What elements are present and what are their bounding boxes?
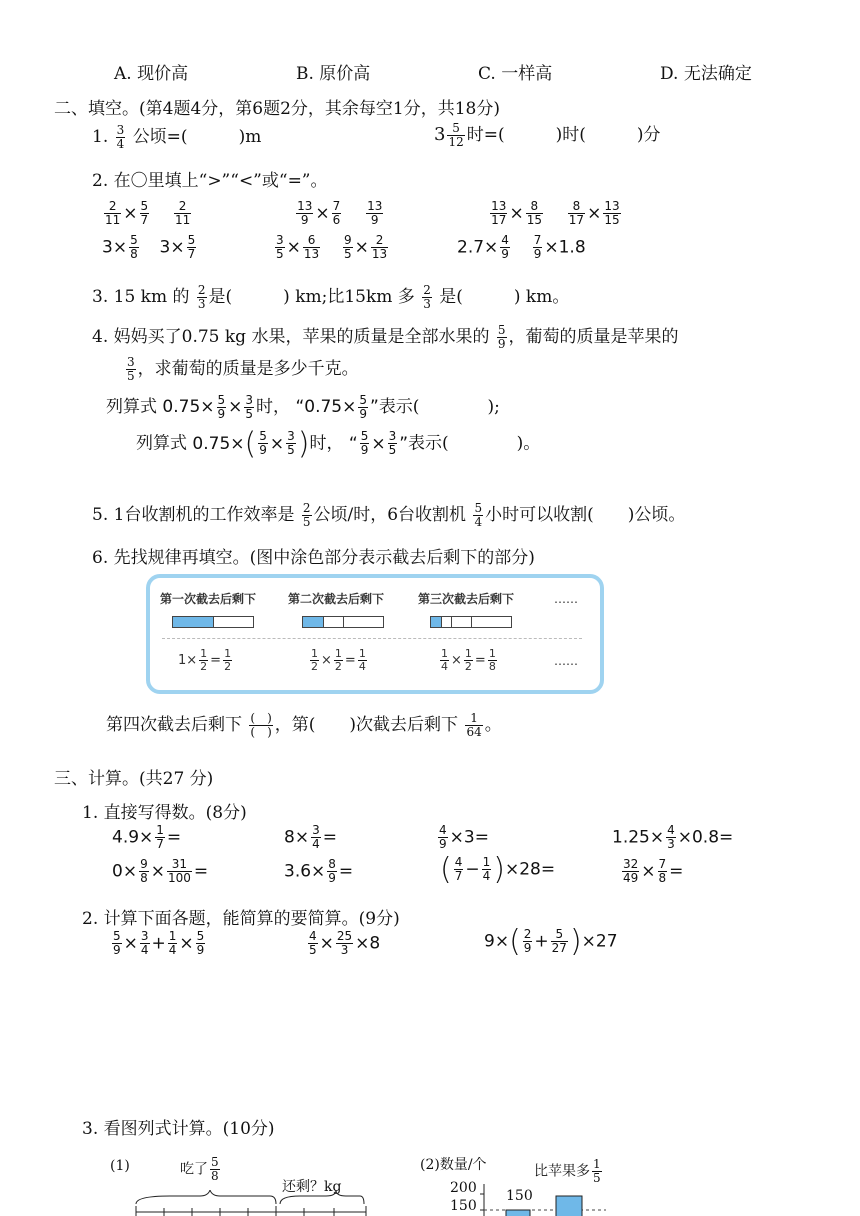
calc-2d: $\frac{32}{49}$ × $\frac{7}{8}$ = (623, 857, 684, 885)
fig1-label: (1) (110, 1158, 130, 1174)
calc-2b: 3.6× $\frac{8}{9}$ = (284, 857, 354, 885)
fig2-more: 比苹果多 $\frac{1}{5}$ (534, 1157, 601, 1185)
bar-1 (172, 616, 254, 628)
fig1-segment (130, 1190, 370, 1216)
eq-3: $\frac{1}{4}$ × $\frac{1}{2}$ = $\frac{1}{8}$ (441, 647, 496, 673)
q4-line2: $\frac{3}{5}$ ，求葡萄的质量是多少千克。 (127, 355, 359, 383)
caption-1: 第一次截去后剩下 (160, 592, 257, 606)
q1-mixed: 3 $\frac{5}{12}$ 时=( )时( )分 (434, 121, 661, 149)
fig1-rest: 还剩？kg (282, 1179, 342, 1195)
eq-1: 1× $\frac{1}{2}$ = $\frac{1}{2}$ (178, 647, 232, 673)
fig1-ate: 吃了 $\frac{5}{8}$ (180, 1155, 219, 1183)
calc-1d: 1.25× $\frac{4}{3}$ ×0.8= (612, 823, 734, 851)
calc-3b: $\frac{4}{5}$ × $\frac{25}{3}$ ×8 (309, 929, 381, 957)
q4-line1: 4. 妈妈买了0.75 kg 水果，苹果的质量是全部水果的 $\frac{5}{9}$ ，葡萄的质量是苹果的 (92, 323, 679, 351)
s3-q3: 3. 看图列式计算。(10分) (82, 1119, 275, 1139)
s3-q1: 1. 直接写得数。(8分) (82, 803, 247, 823)
section3-heading: 三、计算。(共27 分) (54, 769, 214, 789)
calc-1a: 4.9× $\frac{1}{7}$ = (112, 823, 182, 851)
q2-text: 2. 在〇里填上“>”“<”或“=”。 (92, 171, 328, 191)
calc-2c: ( $\frac{4}{7}$ − $\frac{1}{4}$ )×28= (440, 852, 556, 887)
q2-row1: $\frac{2}{11}$ × $\frac{5}{7}$ $\frac{2}{11}$ $\frac{13}{9}$ × $\frac{7}{6}$ $\frac{13}{9}$ $\frac{13}{17}$ × $\frac{8}{15}$ $\frac{8}{17}$ × $\frac{13}{15}$ (105, 199, 620, 227)
s3-q2: 2. 计算下面各题，能简算的要简算。(9分) (82, 909, 400, 929)
q3-line: 3. 15 km 的 $\frac{2}{3}$ 是( ) km;比15km 多 $\frac{2}{3}$ 是( ) km。 (92, 283, 570, 311)
fig2-y200: 200 (450, 1180, 477, 1196)
fig2-y150: 150 (450, 1198, 477, 1214)
q1-line: 1. $\frac{3}{4}$ 公顷=( )m (92, 123, 262, 151)
caption-2: 第二次截去后剩下 (288, 592, 385, 606)
section2-heading: 二、填空。(第4题4分，第6题2分，其余每空1分，共18分) (54, 99, 500, 119)
q6-answer: 第四次截去后剩下 $\frac{( )}{( )}$ ，第( )次截去后剩下 $\frac{1}{64}$ 。 (106, 711, 502, 739)
calc-3a: $\frac{5}{9}$ × $\frac{3}{4}$ + $\frac{1}{4}$ × $\frac{5}{9}$ (113, 929, 205, 957)
pattern-figure (146, 574, 604, 694)
eq-2: $\frac{1}{2}$ × $\frac{1}{2}$ = $\frac{1}{4}$ (311, 647, 366, 673)
q4-formula2: 列算式 0.75×( $\frac{5}{9}$ × $\frac{3}{5}$ )时， “ $\frac{5}{9}$ × $\frac{3}{5}$ ”表示( )。 (136, 426, 541, 461)
calc-1b: 8× $\frac{3}{4}$ = (284, 823, 337, 851)
calc-3c: 9×( $\frac{2}{9}$ + $\frac{5}{27}$ )×27 (484, 924, 618, 959)
choice-b: B. 原价高 (296, 64, 371, 84)
fig2-label: (2)数量/个 (420, 1157, 487, 1173)
bar-2 (302, 616, 384, 628)
caption-3: 第三次截去后剩下 (418, 592, 515, 606)
q4-formula1: 列算式 0.75× $\frac{5}{9}$ × $\frac{3}{5}$ 时， “0.75× $\frac{5}{9}$ ”表示( ); (106, 392, 500, 421)
dots-2: …… (554, 654, 578, 668)
calc-1c: $\frac{4}{9}$ ×3= (439, 823, 489, 851)
choice-a: A. 现价高 (114, 64, 189, 84)
q5-line: 5. 1台收割机的工作效率是 $\frac{2}{5}$ 公顷/时，6台收割机 $\frac{5}{4}$ 小时可以收割( )公顷。 (92, 501, 686, 529)
bar-3 (430, 616, 512, 628)
dots-1: …… (554, 592, 578, 606)
q2-row2: 3× $\frac{5}{8}$ 3× $\frac{5}{7}$ $\frac{3}{5}$ × $\frac{6}{13}$ $\frac{9}{5}$ × $\frac{2}{13}$ 2.7× $\frac{4}{9}$ $\frac{7}{9}$ ×1.8 (102, 233, 586, 261)
calc-2a: 0× $\frac{9}{8}$ × $\frac{31}{100}$ = (112, 857, 209, 885)
fig2-bar-value: 150 (506, 1188, 533, 1204)
choice-c: C. 一样高 (478, 64, 553, 84)
fig2-bars (480, 1184, 610, 1216)
choice-d: D. 无法确定 (660, 64, 752, 84)
q6-text: 6. 先找规律再填空。(图中涂色部分表示截去后剩下的部分) (92, 548, 535, 568)
